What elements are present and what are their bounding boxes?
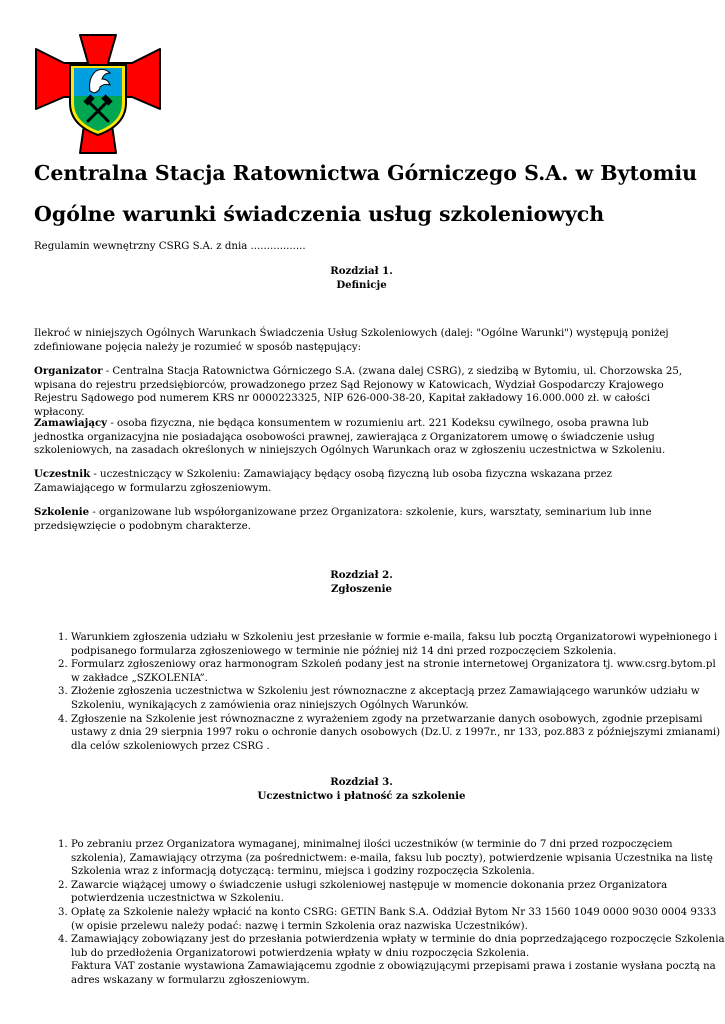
chapter-2-title: Zgłoszenie	[330, 582, 393, 595]
chapter-1-title: Definicje	[336, 278, 387, 291]
company-name: Centralna Stacja Ratownictwa Górniczego S.A. w Bytomiu	[34, 161, 698, 185]
definition-text: - osoba fizyczna, nie będąca konsumentem w rozumieniu art. 221 Kodeksu cywilnego, osoba prawna lub jednostka organizacyjna nie posiadająca osobowości prawnej, zawierająca z Organizatorem umowę o świadczenie usług szkoleniowych, na zasadach określonych w niniejszych Ogólnych Warunkach oraz w zgłoszeniu uczestnictwa w Szkoleniu.	[34, 418, 666, 457]
list-item: 2. Formularz zgłoszeniowy oraz harmonogram Szkoleń podany jest na stronie internetowej Organizatora tj. www.csrg.bytom.pl w zakładce „SZKOLENIA”.	[71, 658, 725, 685]
csrg-logo	[34, 33, 162, 157]
definition-szkolenie	[34, 506, 689, 533]
chapter-3-number: Rozdział 3.	[330, 776, 393, 788]
definition-uczestnik	[34, 468, 689, 495]
chapter-2-heading	[34, 569, 689, 596]
definition-term: Uczestnik	[34, 468, 91, 480]
list-item: 1. Po zebraniu przez Organizatora wymaganej, minimalnej ilości uczestników (w terminie do 7 dni przed rozpoczęciem szkolenia), Zamawiający otrzyma (za pośrednictwem: e-maila, faksu lub poczty), potwierdzenie wpisania Uczestnika na listę Szkolenia wraz z informacją dotyczącą: terminu, miejsca i godziny rozpoczęcia Szkolenia.	[71, 838, 725, 879]
regulation-line: Regulamin wewnętrzny CSRG S.A. z dnia .................	[34, 241, 306, 252]
definition-term: Zamawiający	[34, 417, 108, 429]
chapter-3-list	[34, 838, 725, 988]
chapter-1-intro: Ilekroć w niniejszych Ogólnych Warunkach Świadczenia Usług Szkoleniowych (dalej: "Ogólne Warunki") występują poniżej zdefiniowane pojęcia należy je rozumieć w sposób następujący:	[34, 328, 669, 353]
list-item-text: Zamawiający zobowiązany jest do przesłania potwierdzenia wpłaty w terminie do dnia poprzedzającego rozpoczęcie Szkolenia lub do przedłożenia Organizatorowi potwierdzenia wpłaty w dniu rozpoczęcia Szkolenia.	[71, 934, 725, 959]
chapter-3-heading	[34, 776, 689, 803]
definition-term: Szkolenie	[34, 506, 90, 518]
cross-emblem-icon	[34, 33, 162, 157]
chapter-2-number: Rozdział 2.	[330, 569, 393, 581]
chapter-1-number: Rozdział 1.	[330, 265, 393, 277]
list-item: 1. Warunkiem zgłoszenia udziału w Szkoleniu jest przesłanie w formie e-maila, faksu lub pocztą Organizatorowi wypełnionego i podpisanego formularza zgłoszeniowego w terminie nie później niż 14 dni przed rozpoczęciem Szkolenia.	[71, 631, 725, 658]
list-item: 4. Zgłoszenie na Szkolenie jest równoznaczne z wyrażeniem zgody na przetwarzanie danych osobowych, zgodnie przepisami ustawy z dnia 29 sierpnia 1997 roku o ochronie danych osobowych (Dz.U. z 1997r., nr 133, poz.883 z późniejszymi zmianami) dla celów szkoleniowych przez CSRG .	[71, 713, 725, 754]
chapter-3-title: Uczestnictwo i płatność za szkolenie	[257, 789, 466, 802]
list-item: 3. Złożenie zgłoszenia uczestnictwa w Szkoleniu jest równoznaczne z akceptacją przez Zamawiającego warunków udziału w Szkoleniu, wynikających z zamówienia oraz niniejszych Ogólnych Warunków.	[71, 685, 725, 712]
definition-zamawiajacy	[34, 417, 689, 458]
list-item-extra: Faktura VAT zostanie wystawiona Zamawiającemu zgodnie z obowiązującymi przepisami prawa i zostanie wysłana pocztą na adres wskazany w formularzu zgłoszeniowym.	[71, 961, 716, 986]
definition-text: - Centralna Stacja Ratownictwa Górniczego S.A. (zwana dalej CSRG), z siedzibą w Bytomiu, ul. Chorzowska 25, wpisana do rejestru przedsiębiorców, prowadzonego przez Sąd Rejonowy w Katowicach, Wydział Gospodarczy Krajowego Rejestru Sądowego pod numerem KRS nr 0000223325, NIP 626-000-38-20, Kapitał zakładowy 16.000.000 zł. w całości wpłacony.	[34, 366, 683, 418]
chapter-2-list	[34, 631, 725, 753]
definition-text: - organizowane lub współorganizowane przez Organizatora: szkolenie, kurs, warsztaty, seminarium lub inne przedsięwzięcie o podobnym charakterze.	[34, 507, 652, 532]
document-title: Ogólne warunki świadczenia usług szkoleniowych	[34, 202, 605, 226]
definition-term: Organizator	[34, 365, 103, 377]
definition-text: - uczestniczący w Szkoleniu: Zamawiający będący osobą fizyczną lub osoba fizyczna wskazana przez Zamawiającego w formularzu zgłoszeniowym.	[34, 469, 613, 494]
list-item: 2. Zawarcie wiążącej umowy o świadczenie usługi szkoleniowej następuje w momencie dokonania przez Organizatora potwierdzenia uczestnictwa w Szkoleniu.	[71, 879, 725, 906]
chapter-1-heading	[34, 265, 689, 292]
list-item	[71, 933, 725, 987]
definition-organizator	[34, 365, 689, 419]
list-item: 3. Opłatę za Szkolenie należy wpłacić na konto CSRG: GETIN Bank S.A. Oddział Bytom Nr 33 1560 1049 0000 9030 0004 9333 (w opisie przelewu należy podać: nazwę i termin Szkolenia oraz nazwiska Uczestników).	[71, 906, 725, 933]
